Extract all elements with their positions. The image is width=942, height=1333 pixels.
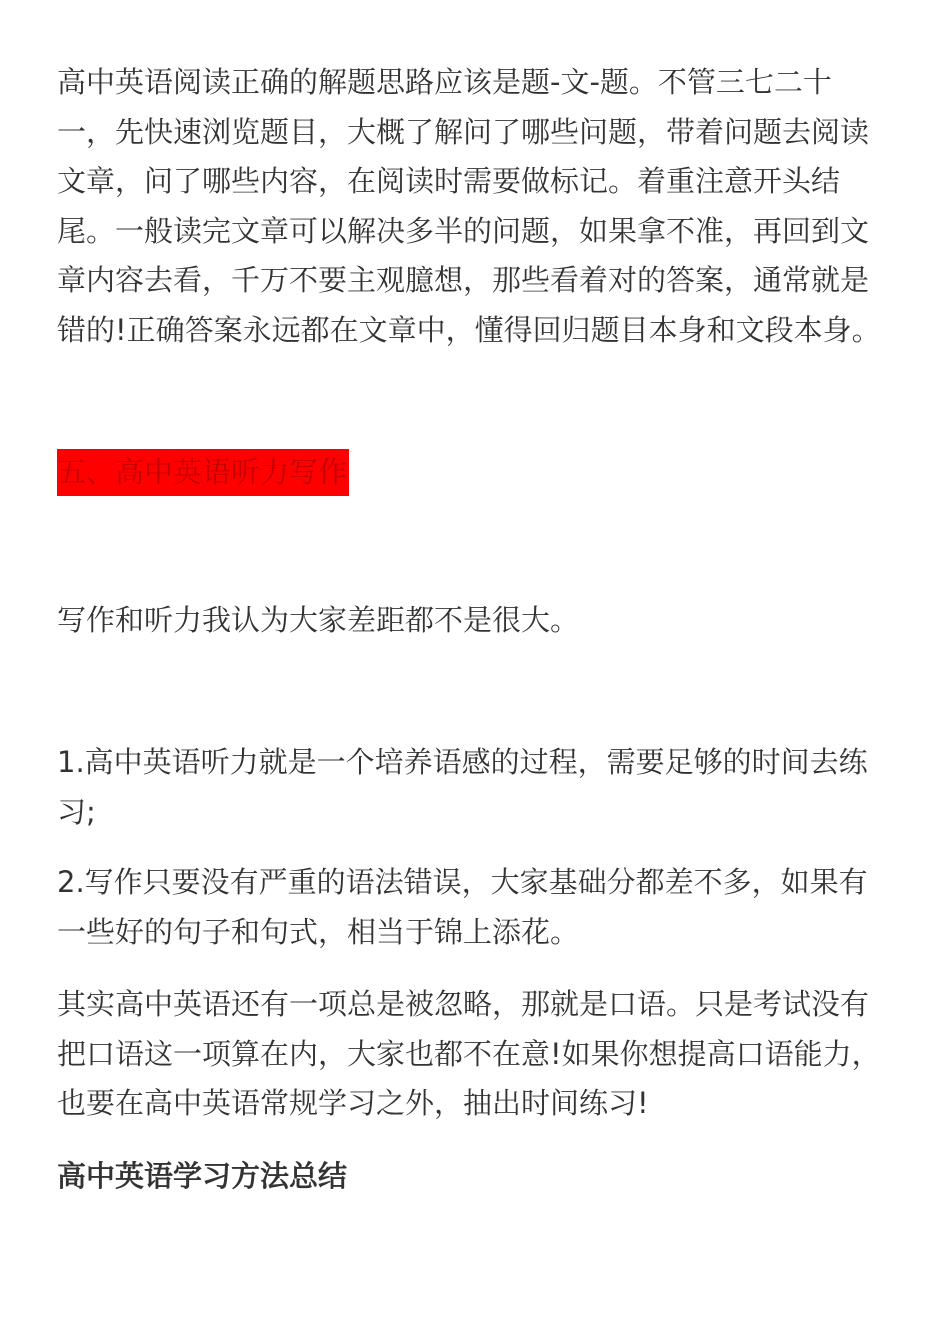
listening-point: 1.高中英语听力就是一个培养语感的过程，需要足够的时间去练习; [57, 745, 868, 829]
summary-heading: 高中英语学习方法总结 [57, 1159, 348, 1193]
section-heading-listening-writing: 五、高中英语听力写作 [57, 449, 349, 496]
writing-point: 2.写作只要没有严重的语法错误，大家基础分都差不多，如果有一些好的句子和句式，相当于锦上添花。 [57, 865, 868, 949]
reading-method-paragraph: 高中英语阅读正确的解题思路应该是题-文-题。不管三七二十一，先快速浏览题目，大概了解问了哪些问题，带着问题去阅读文章，问了哪些内容，在阅读时需要做标记。着重注意开头结尾。一般读完文章可以解决多半的问题，如果拿不准，再回到文章内容去看，千万不要主观臆想，那些看着对的答案，通常就是错的!正确答案永远都在文章中，懂得回归题目本身和文段本身。 [57, 65, 881, 347]
writing-listening-intro: 写作和听力我认为大家差距都不是很大。 [57, 603, 580, 637]
speaking-paragraph: 其实高中英语还有一项总是被忽略，那就是口语。只是考试没有把口语这一项算在内，大家也都不在意!如果你想提高口语能力，也要在高中英语常规学习之外，抽出时间练习! [57, 987, 881, 1120]
